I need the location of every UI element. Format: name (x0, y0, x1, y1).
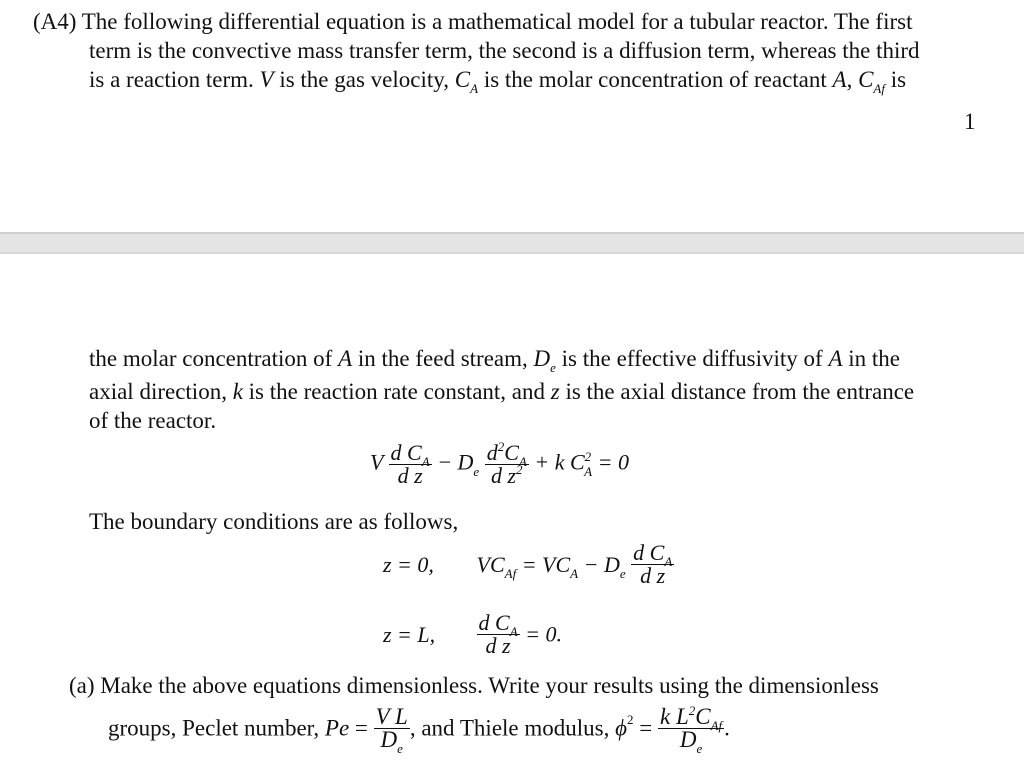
fraction-bc1: $\frac{d C_A}{\text{d z}}$ (633, 540, 673, 588)
page-1 (0, 0, 1024, 232)
problem-line-5: axial direction, k is the reaction rate constant, and z is the axial distance from the entrance (89, 379, 915, 404)
page-number: 1 (964, 109, 976, 134)
thiele-fraction: $\frac{k L^2C_{Af}}{D_e}$ (660, 703, 723, 756)
peclet-fraction: $\frac{\text{V L}}{D_e}$ (375, 704, 408, 756)
problem-line-3: is a reaction term. V is the gas velocity, $C_A$ is the molar concentration of reactant A, $C_{Af}$ is (89, 67, 907, 96)
model-equation: V $\frac{d C_A}{\text{d z}}$ − $D_e$ $\frac{d^2C_A}{d z^2}$ + k $C^2_A = 0$ (370, 439, 629, 488)
problem-line-2: term is the convective mass transfer term, the second is a diffusion term, whereas the third (89, 38, 920, 63)
problem-line-1: (A4) The following differential equation is a mathematical model for a tubular reactor. The first (33, 9, 913, 34)
boundary-condition-1: z = 0, $VC_{Af} = VC_A - D_e$ $\frac{d C_A}{\text{d z}}$ (383, 540, 673, 588)
part-a-line-2: groups, Peclet number, Pe = $\frac{\text{V L}}{D_e}$ , and Thiele modulus, $\phi^2$ = $\frac{k L^2C_{Af}}{D_e}$ . (108, 703, 730, 756)
problem-line-6: of the reactor. (89, 408, 217, 433)
fraction-bc2: $\frac{d C_A}{\text{d z}}$ (478, 610, 518, 658)
fraction-dCA-dz: $\frac{d C_A}{\text{d z}}$ (390, 440, 430, 488)
fraction-d2CA-dz2: $\frac{d^2C_A}{d z^2}$ (486, 439, 527, 488)
problem-line-4: the molar concentration of A in the feed stream, $D_e$ is the effective diffusivity of A in the (89, 346, 901, 375)
boundary-condition-2: z = L, $\frac{d C_A}{\text{d z}}$ = 0. (383, 610, 562, 658)
part-a-line-1: (a) Make the above equations dimensionless. Write your results using the dimensionless (69, 673, 879, 698)
page-break (0, 232, 1024, 254)
page-2 (0, 254, 1024, 780)
boundary-conditions-intro: The boundary conditions are as follows, (89, 509, 459, 534)
